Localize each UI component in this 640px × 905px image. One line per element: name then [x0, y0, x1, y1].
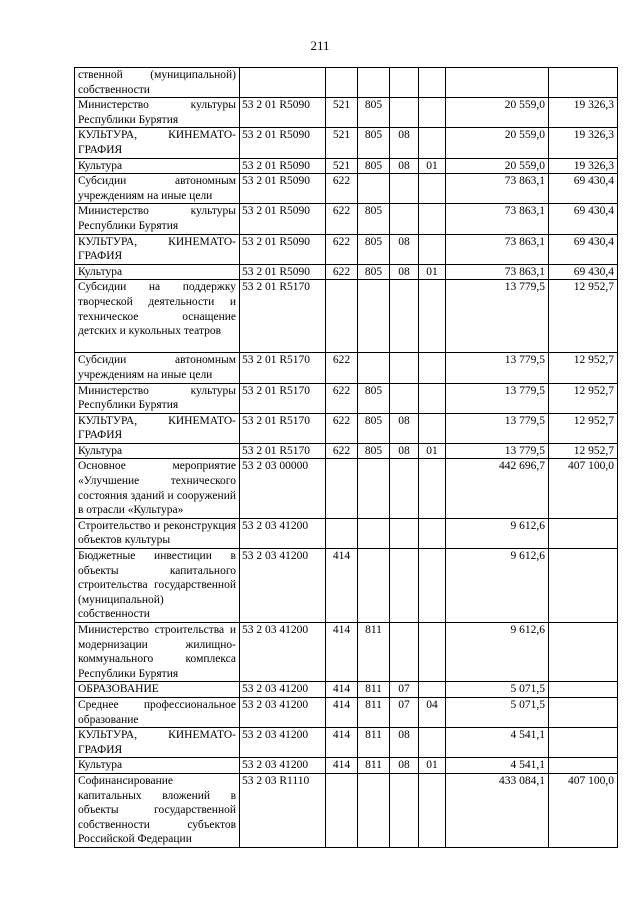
row-name-cell: КУЛЬТУРА, КИНЕМАТО-ГРАФИЯ [75, 128, 240, 158]
sum-2-cell: 12 952,7 [549, 280, 618, 353]
grbs-cell [358, 174, 390, 204]
pr-cell [419, 413, 446, 443]
vr-cell: 622 [326, 443, 358, 459]
sum-2-cell: 69 430,4 [549, 174, 618, 204]
rz-cell: 08 [390, 758, 419, 774]
rz-cell [390, 773, 419, 847]
grbs-cell: 811 [358, 758, 390, 774]
pr-cell: 01 [419, 443, 446, 459]
vr-cell [326, 518, 358, 548]
row-name-cell: КУЛЬТУРА, КИНЕМАТО-ГРАФИЯ [75, 413, 240, 443]
rz-cell [390, 353, 419, 383]
row-name-cell: Министерство культуры Республики Бурятия [75, 383, 240, 413]
csr-cell: 53 2 01 R5090 [240, 204, 326, 234]
pr-cell [419, 549, 446, 623]
vr-cell: 414 [326, 697, 358, 727]
pr-cell [419, 68, 446, 98]
pr-cell [419, 174, 446, 204]
sum-1-cell [446, 68, 549, 98]
table-row [75, 383, 618, 413]
sum-2-cell: 69 430,4 [549, 234, 618, 264]
rz-cell [390, 280, 419, 353]
sum-1-cell: 13 779,5 [446, 353, 549, 383]
table-row [75, 459, 618, 518]
vr-cell: 622 [326, 413, 358, 443]
sum-2-cell [549, 623, 618, 682]
row-name-cell: ОБРАЗОВАНИЕ [75, 682, 240, 698]
vr-cell: 521 [326, 98, 358, 128]
sum-1-cell: 73 863,1 [446, 174, 549, 204]
sum-1-cell: 20 559,0 [446, 128, 549, 158]
table-row [75, 280, 618, 353]
pr-cell [419, 623, 446, 682]
grbs-cell: 805 [358, 413, 390, 443]
row-name-cell: Министерство строительства и модернизации жилищно-коммунального комплекса Республики Бурятия [75, 623, 240, 682]
table-row [75, 264, 618, 280]
vr-cell: 414 [326, 549, 358, 623]
vr-cell [326, 68, 358, 98]
sum-2-cell [549, 758, 618, 774]
sum-1-cell: 5 071,5 [446, 682, 549, 698]
rz-cell: 08 [390, 728, 419, 758]
pr-cell [419, 518, 446, 548]
grbs-cell [358, 518, 390, 548]
sum-1-cell: 13 779,5 [446, 280, 549, 353]
csr-cell: 53 2 01 R5170 [240, 443, 326, 459]
table-row [75, 728, 618, 758]
pr-cell [419, 728, 446, 758]
grbs-cell [358, 68, 390, 98]
row-name-cell: Среднее профессиональное образование [75, 697, 240, 727]
table-row [75, 158, 618, 174]
csr-cell [240, 68, 326, 98]
table-row [75, 234, 618, 264]
sum-1-cell: 5 071,5 [446, 697, 549, 727]
sum-1-cell: 13 779,5 [446, 443, 549, 459]
sum-1-cell: 73 863,1 [446, 234, 549, 264]
pr-cell [419, 98, 446, 128]
csr-cell: 53 2 03 41200 [240, 518, 326, 548]
pr-cell [419, 204, 446, 234]
pr-cell [419, 383, 446, 413]
csr-cell: 53 2 01 R5090 [240, 98, 326, 128]
rz-cell: 08 [390, 264, 419, 280]
table-row [75, 518, 618, 548]
sum-1-cell: 9 612,6 [446, 518, 549, 548]
sum-1-cell: 4 541,1 [446, 728, 549, 758]
grbs-cell [358, 353, 390, 383]
csr-cell: 53 2 01 R5090 [240, 128, 326, 158]
vr-cell: 521 [326, 128, 358, 158]
vr-cell: 521 [326, 158, 358, 174]
rz-cell: 07 [390, 697, 419, 727]
grbs-cell: 811 [358, 623, 390, 682]
sum-2-cell [549, 697, 618, 727]
row-name-cell: Субсидии автономным учреждениям на иные цели [75, 174, 240, 204]
table-row [75, 413, 618, 443]
budget-table [74, 67, 618, 848]
grbs-cell: 805 [358, 264, 390, 280]
sum-2-cell: 19 326,3 [549, 128, 618, 158]
grbs-cell: 811 [358, 728, 390, 758]
row-name-cell: Культура [75, 158, 240, 174]
csr-cell: 53 2 03 41200 [240, 623, 326, 682]
csr-cell: 53 2 01 R5090 [240, 234, 326, 264]
table-row [75, 623, 618, 682]
sum-2-cell: 12 952,7 [549, 443, 618, 459]
row-name-cell: Субсидии на поддержку творческой деятельности и техническое оснащение детских и кукольных театров [75, 280, 240, 353]
vr-cell: 622 [326, 264, 358, 280]
sum-1-cell: 20 559,0 [446, 158, 549, 174]
sum-2-cell: 69 430,4 [549, 204, 618, 234]
table-body [75, 68, 618, 848]
vr-cell: 414 [326, 623, 358, 682]
vr-cell [326, 280, 358, 353]
pr-cell [419, 459, 446, 518]
table-row [75, 174, 618, 204]
rz-cell [390, 98, 419, 128]
table-row [75, 204, 618, 234]
csr-cell: 53 2 01 R5090 [240, 158, 326, 174]
vr-cell: 622 [326, 174, 358, 204]
sum-1-cell: 13 779,5 [446, 413, 549, 443]
grbs-cell [358, 549, 390, 623]
row-name-cell: Культура [75, 264, 240, 280]
sum-2-cell [549, 68, 618, 98]
sum-2-cell [549, 518, 618, 548]
vr-cell [326, 459, 358, 518]
csr-cell: 53 2 03 41200 [240, 682, 326, 698]
rz-cell [390, 204, 419, 234]
pr-cell [419, 280, 446, 353]
pr-cell: 01 [419, 158, 446, 174]
row-name-cell: ственной (муниципальной) собственности [75, 68, 240, 98]
row-name-cell: Софинансирование капитальных вложений в объекты государственной собственности субъектов Российской Федерации [75, 773, 240, 847]
rz-cell [390, 383, 419, 413]
table-row [75, 549, 618, 623]
grbs-cell: 805 [358, 234, 390, 264]
grbs-cell [358, 459, 390, 518]
rz-cell [390, 549, 419, 623]
pr-cell: 01 [419, 758, 446, 774]
csr-cell: 53 2 01 R5170 [240, 280, 326, 353]
rz-cell: 08 [390, 234, 419, 264]
rz-cell [390, 518, 419, 548]
table-row [75, 98, 618, 128]
csr-cell: 53 2 01 R5170 [240, 353, 326, 383]
grbs-cell: 805 [358, 204, 390, 234]
vr-cell: 414 [326, 758, 358, 774]
csr-cell: 53 2 01 R5170 [240, 413, 326, 443]
pr-cell [419, 234, 446, 264]
pr-cell: 01 [419, 264, 446, 280]
grbs-cell: 811 [358, 682, 390, 698]
sum-1-cell: 73 863,1 [446, 204, 549, 234]
sum-1-cell: 73 863,1 [446, 264, 549, 280]
grbs-cell: 805 [358, 383, 390, 413]
csr-cell: 53 2 03 41200 [240, 758, 326, 774]
rz-cell: 07 [390, 682, 419, 698]
row-name-cell: Строительство и реконструкция объектов культуры [75, 518, 240, 548]
rz-cell: 08 [390, 443, 419, 459]
sum-2-cell: 12 952,7 [549, 383, 618, 413]
vr-cell: 622 [326, 234, 358, 264]
row-name-cell: Культура [75, 443, 240, 459]
row-name-cell: КУЛЬТУРА, КИНЕМАТО-ГРАФИЯ [75, 728, 240, 758]
sum-1-cell: 4 541,1 [446, 758, 549, 774]
sum-2-cell [549, 682, 618, 698]
sum-1-cell: 9 612,6 [446, 623, 549, 682]
sum-1-cell: 9 612,6 [446, 549, 549, 623]
rz-cell: 08 [390, 413, 419, 443]
pr-cell [419, 682, 446, 698]
rz-cell: 08 [390, 158, 419, 174]
rz-cell [390, 174, 419, 204]
grbs-cell: 805 [358, 128, 390, 158]
vr-cell: 622 [326, 204, 358, 234]
vr-cell [326, 773, 358, 847]
sum-1-cell: 13 779,5 [446, 383, 549, 413]
table-row [75, 128, 618, 158]
csr-cell: 53 2 03 41200 [240, 728, 326, 758]
row-name-cell: Министерство культуры Республики Бурятия [75, 98, 240, 128]
pr-cell [419, 128, 446, 158]
row-name-cell: Основное мероприятие «Улучшение технического состояния зданий и сооружений в отрасли «Культура» [75, 459, 240, 518]
sum-2-cell: 19 326,3 [549, 98, 618, 128]
pr-cell: 04 [419, 697, 446, 727]
rz-cell [390, 459, 419, 518]
table-row [75, 773, 618, 847]
table-row [75, 443, 618, 459]
table-row [75, 682, 618, 698]
csr-cell: 53 2 01 R5170 [240, 383, 326, 413]
table-row [75, 758, 618, 774]
vr-cell: 414 [326, 682, 358, 698]
page-number: 211 [310, 38, 330, 53]
grbs-cell: 805 [358, 443, 390, 459]
grbs-cell [358, 773, 390, 847]
sum-2-cell [549, 549, 618, 623]
sum-2-cell: 19 326,3 [549, 158, 618, 174]
sum-2-cell [549, 728, 618, 758]
sum-2-cell: 69 430,4 [549, 264, 618, 280]
csr-cell: 53 2 03 41200 [240, 549, 326, 623]
grbs-cell: 811 [358, 697, 390, 727]
sum-2-cell: 12 952,7 [549, 413, 618, 443]
vr-cell: 414 [326, 728, 358, 758]
sum-1-cell: 433 084,1 [446, 773, 549, 847]
table-row [75, 68, 618, 98]
csr-cell: 53 2 01 R5090 [240, 264, 326, 280]
sum-1-cell: 20 559,0 [446, 98, 549, 128]
csr-cell: 53 2 03 00000 [240, 459, 326, 518]
csr-cell: 53 2 01 R5090 [240, 174, 326, 204]
rz-cell [390, 623, 419, 682]
vr-cell: 622 [326, 383, 358, 413]
rz-cell: 08 [390, 128, 419, 158]
vr-cell: 622 [326, 353, 358, 383]
table-row [75, 697, 618, 727]
row-name-cell: Министерство культуры Республики Бурятия [75, 204, 240, 234]
rz-cell [390, 68, 419, 98]
row-name-cell: Субсидии автономным учреждениям на иные цели [75, 353, 240, 383]
grbs-cell: 805 [358, 98, 390, 128]
row-name-cell: Бюджетные инвестиции в объекты капитального строительства государственной (муниципальной) собственности [75, 549, 240, 623]
grbs-cell: 805 [358, 158, 390, 174]
sum-2-cell: 407 100,0 [549, 459, 618, 518]
table-row [75, 353, 618, 383]
sum-2-cell: 12 952,7 [549, 353, 618, 383]
row-name-cell: КУЛЬТУРА, КИНЕМАТО-ГРАФИЯ [75, 234, 240, 264]
pr-cell [419, 353, 446, 383]
row-name-cell: Культура [75, 758, 240, 774]
csr-cell: 53 2 03 41200 [240, 697, 326, 727]
sum-1-cell: 442 696,7 [446, 459, 549, 518]
sum-2-cell: 407 100,0 [549, 773, 618, 847]
grbs-cell [358, 280, 390, 353]
pr-cell [419, 773, 446, 847]
csr-cell: 53 2 03 R1110 [240, 773, 326, 847]
